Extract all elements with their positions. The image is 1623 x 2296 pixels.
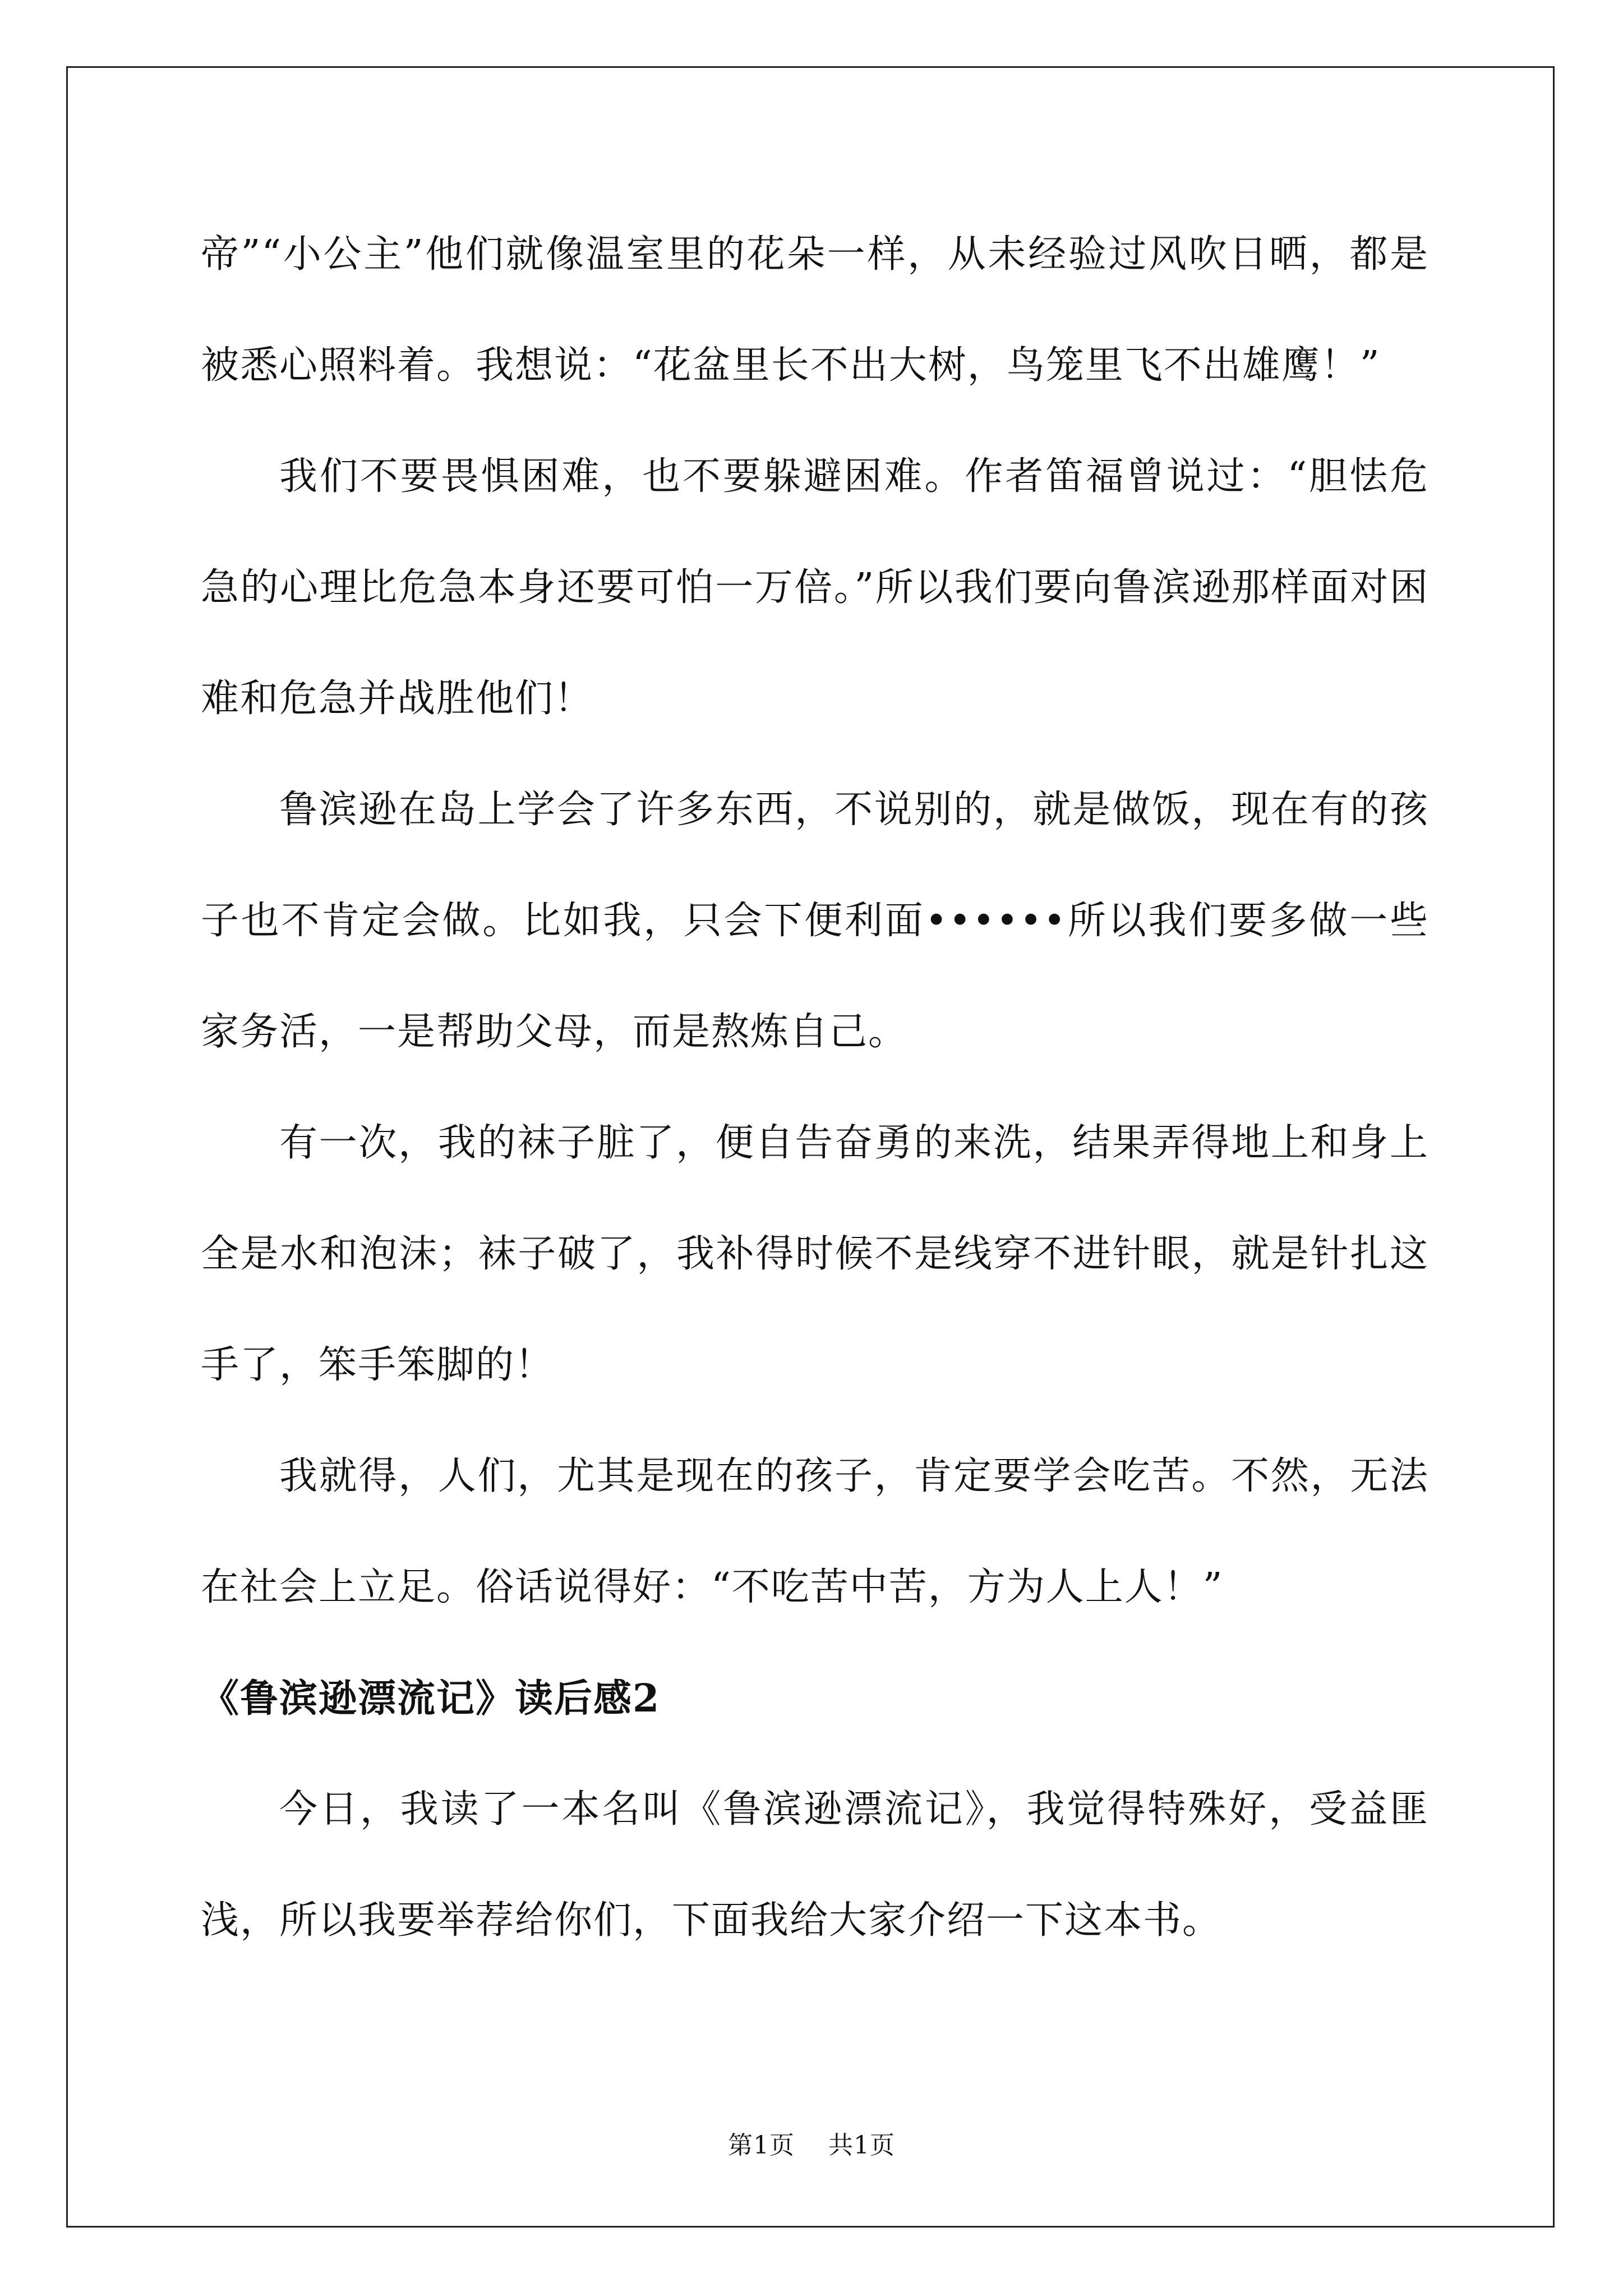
page-footer: [0, 2125, 1623, 2161]
paragraph-1: 帝”“小公主”他们就像温室里的花朵一样，从未经验过风吹日晒，都是被悉心照料着。我想说：“花盆里长不出大树，鸟笼里飞不出雄鹰！”: [201, 232, 1429, 388]
paragraph-2: 我们不要畏惧困难，也不要躲避困难。作者笛福曾说过：“胆怯危急的心理比危急本身还要可怕一万倍。”所以我们要向鲁滨逊那样面对困难和危急并战胜他们！: [201, 454, 1429, 721]
paragraph-4: 有一次，我的袜子脏了，便自告奋勇的来洗，结果弄得地上和身上全是水和泡沫；袜子破了，我补得时候不是线穿不进针眼，就是针扎这手了，笨手笨脚的！: [201, 1121, 1429, 1387]
section-title: 《鲁滨逊漂流记》读后感2: [201, 1676, 661, 1721]
paragraph-6: 今日，我读了一本名叫《鲁滨逊漂流记》，我觉得特殊好，受益匪浅，所以我要举荐给你们，下面我给大家介绍一下这本书。: [201, 1787, 1429, 1943]
page-total: 共1页: [828, 2131, 895, 2160]
page-number: 第1页: [728, 2131, 795, 2160]
paragraph-5: 我就得，人们，尤其是现在的孩子，肯定要学会吃苦。不然，无法在社会上立足。俗话说得好：“不吃苦中苦，方为人上人！”: [201, 1454, 1429, 1609]
document-body: [201, 199, 1429, 1976]
paragraph-3: 鲁滨逊在岛上学会了许多东西，不说别的，就是做饭，现在有的孩子也不肯定会做。比如我，只会下便利面••••••所以我们要多做一些家务活，一是帮助父母，而是熬炼自己。: [201, 788, 1429, 1054]
